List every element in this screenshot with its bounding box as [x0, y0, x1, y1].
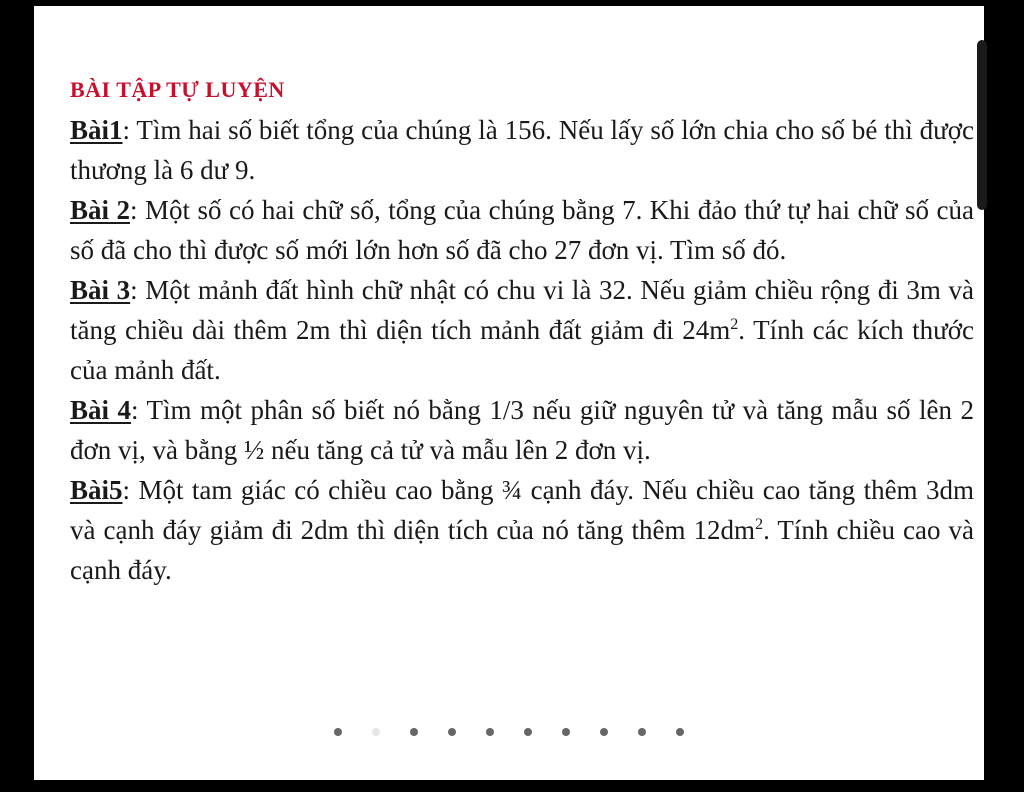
- page-dot-3[interactable]: [410, 728, 418, 736]
- page-dot-8[interactable]: [600, 728, 608, 736]
- exercise-2-text: : Một số có hai chữ số, tổng của chúng bằng 7. Khi đảo thứ tự hai chữ số của số đã cho thì được số mới lớn hơn số đã cho 27 đơn vị. Tìm số đó.: [70, 195, 974, 265]
- page-indicator-dots: [34, 728, 984, 736]
- exercise-5-text: : Một tam giác có chiều cao bằng ¾ cạnh đáy. Nếu chiều cao tăng thêm 3dm và cạnh đáy giảm đi 2dm thì diện tích của nó tăng thêm 12dm: [70, 475, 974, 545]
- exercise-1-label: Bài1: [70, 115, 123, 145]
- exercise-4-label: Bài 4: [70, 395, 132, 425]
- page-dot-5[interactable]: [486, 728, 494, 736]
- exercise-1-text: : Tìm hai số biết tổng của chúng là 156. Nếu lấy số lớn chia cho số bé thì được thương là 6 dư 9.: [70, 115, 974, 185]
- page-dot-1[interactable]: [334, 728, 342, 736]
- exercise-1: [70, 110, 974, 190]
- exercise-5: [70, 470, 974, 590]
- exercise-2: [70, 190, 974, 270]
- exercise-5-text-after: . Tính chiều cao và cạnh đáy.: [70, 515, 974, 585]
- page-dot-10[interactable]: [676, 728, 684, 736]
- exercise-3: [70, 270, 974, 390]
- exercise-3-text-after: . Tính các kích thước của mảnh đất.: [70, 315, 974, 385]
- exercise-2-label: Bài 2: [70, 195, 130, 225]
- page-dot-4[interactable]: [448, 728, 456, 736]
- page-dot-2[interactable]: [372, 728, 380, 736]
- exercise-4: [70, 390, 974, 470]
- exercise-5-superscript: 2: [755, 515, 764, 533]
- page-dot-6[interactable]: [524, 728, 532, 736]
- exercise-content: [70, 70, 974, 590]
- document-page: [34, 6, 984, 780]
- scroll-handle[interactable]: [977, 40, 987, 210]
- page-heading: BÀI TẬP TỰ LUYỆN: [70, 77, 285, 102]
- exercise-3-label: Bài 3: [70, 275, 131, 305]
- exercise-3-text: : Một mảnh đất hình chữ nhật có chu vi là 32. Nếu giảm chiều rộng đi 3m và tăng chiều dài thêm 2m thì diện tích mảnh đất giảm đi 24m: [70, 275, 974, 345]
- page-dot-7[interactable]: [562, 728, 570, 736]
- exercise-5-label: Bài5: [70, 475, 123, 505]
- exercise-3-superscript: 2: [730, 315, 739, 333]
- page-dot-9[interactable]: [638, 728, 646, 736]
- exercise-4-text: : Tìm một phân số biết nó bằng 1/3 nếu giữ nguyên tử và tăng mẫu số lên 2 đơn vị, và bằng ½ nếu tăng cả tử và mẫu lên 2 đơn vị.: [70, 395, 974, 465]
